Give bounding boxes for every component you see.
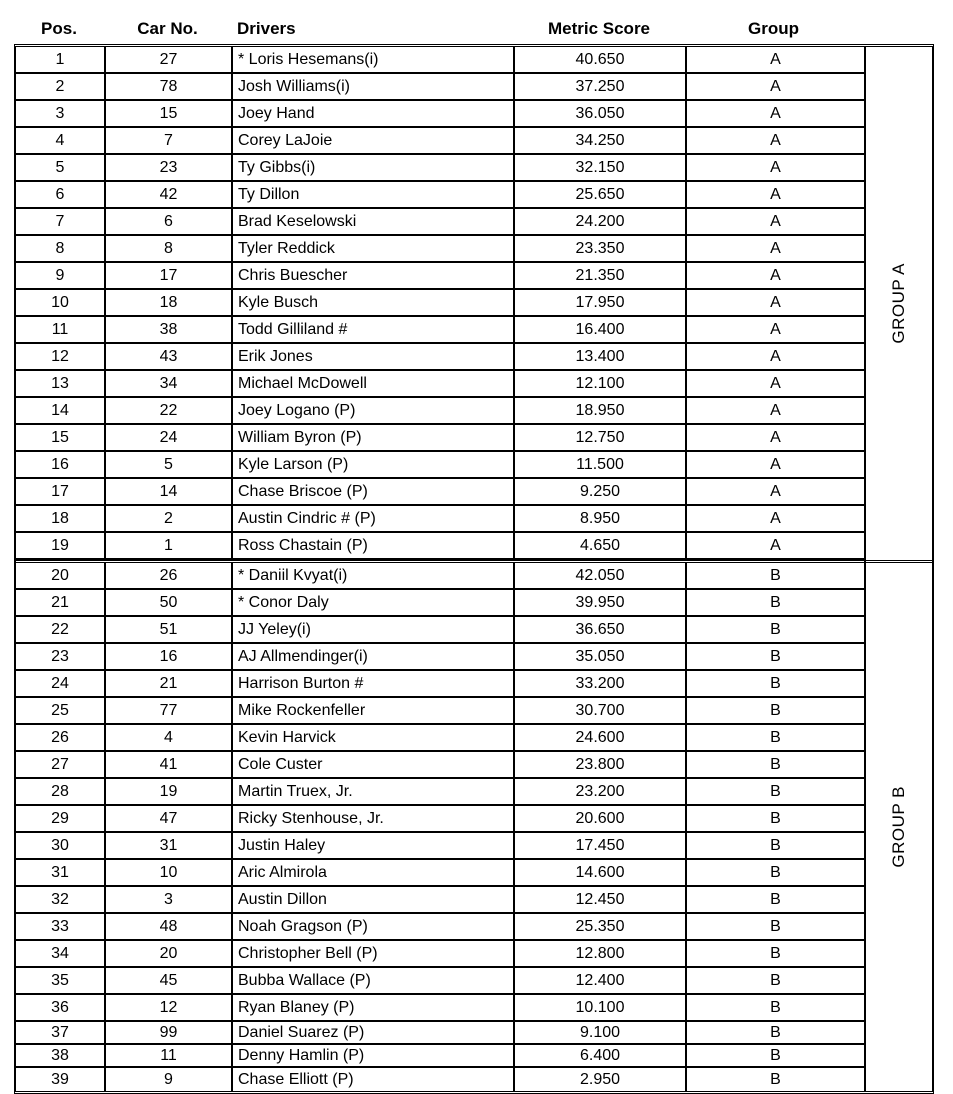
cell-position: 38 [16, 1045, 106, 1066]
cell-position: 24 [16, 671, 106, 696]
cell-driver-name: Mike Rockenfeller [233, 698, 515, 723]
cell-car-number: 31 [106, 833, 233, 858]
cell-group: B [770, 566, 781, 584]
cell-metric-score: 36.650 [515, 617, 687, 642]
cell-car-number: 24 [106, 425, 233, 450]
cell-group: B [770, 782, 781, 800]
cell-group: A [770, 185, 781, 203]
cell-driver-name: AJ Allmendinger(i) [233, 644, 515, 669]
group-tag-cell [866, 560, 932, 1091]
cell-car-number: 10 [106, 860, 233, 885]
cell-car-number: 1 [106, 533, 233, 558]
cell-position: 2 [16, 74, 106, 99]
cell-metric-score: 6.400 [515, 1045, 687, 1066]
cell-car-number: 23 [106, 155, 233, 180]
cell-group: A [770, 401, 781, 419]
cell-car-number: 11 [106, 1045, 233, 1066]
cell-driver-name: Aric Almirola [233, 860, 515, 885]
cell-group: B [770, 971, 781, 989]
cell-position: 22 [16, 617, 106, 642]
cell-group: A [770, 77, 781, 95]
cell-metric-score: 40.650 [515, 47, 687, 72]
cell-driver-name: * Loris Hesemans(i) [233, 47, 515, 72]
table-row[interactable] [16, 671, 864, 698]
cell-position: 11 [16, 317, 106, 342]
cell-driver-name: Martin Truex, Jr. [233, 779, 515, 804]
cell-driver-name: Ty Gibbs(i) [233, 155, 515, 180]
cell-car-number: 20 [106, 941, 233, 966]
cell-group: A [770, 347, 781, 365]
cell-group: A [770, 158, 781, 176]
cell-group: B [770, 728, 781, 746]
cell-position: 27 [16, 752, 106, 777]
cell-driver-name: Harrison Burton # [233, 671, 515, 696]
table-row[interactable] [16, 698, 864, 725]
cell-position: 32 [16, 887, 106, 912]
cell-metric-score: 23.350 [515, 236, 687, 261]
cell-position: 30 [16, 833, 106, 858]
cell-car-number: 14 [106, 479, 233, 504]
cell-position: 6 [16, 182, 106, 207]
cell-driver-name: Austin Cindric # (P) [233, 506, 515, 531]
cell-driver-name: JJ Yeley(i) [233, 617, 515, 642]
cell-position: 39 [16, 1068, 106, 1091]
table-row[interactable] [16, 182, 864, 209]
cell-position: 29 [16, 806, 106, 831]
cell-metric-score: 12.800 [515, 941, 687, 966]
cell-metric-score: 9.250 [515, 479, 687, 504]
cell-group: A [770, 266, 781, 284]
cell-car-number: 99 [106, 1022, 233, 1043]
table-row[interactable] [16, 779, 864, 806]
cell-group: B [770, 755, 781, 773]
cell-car-number: 17 [106, 263, 233, 288]
table-row[interactable] [16, 644, 864, 671]
cell-group: B [770, 1023, 781, 1041]
cell-driver-name: Cole Custer [233, 752, 515, 777]
table-row[interactable] [16, 155, 864, 182]
cell-group: A [770, 212, 781, 230]
cell-driver-name: Joey Logano (P) [233, 398, 515, 423]
cell-position: 35 [16, 968, 106, 993]
cell-metric-score: 25.350 [515, 914, 687, 939]
cell-metric-score: 42.050 [515, 563, 687, 588]
cell-position: 14 [16, 398, 106, 423]
cell-position: 36 [16, 995, 106, 1020]
cell-car-number: 51 [106, 617, 233, 642]
cell-car-number: 6 [106, 209, 233, 234]
cell-car-number: 41 [106, 752, 233, 777]
table-row[interactable] [16, 860, 864, 887]
cell-driver-name: Erik Jones [233, 344, 515, 369]
cell-group: B [770, 1046, 781, 1064]
table-row[interactable] [16, 101, 864, 128]
cell-driver-name: Austin Dillon [233, 887, 515, 912]
table-row[interactable] [16, 209, 864, 236]
cell-group: B [770, 998, 781, 1016]
cell-metric-score: 24.200 [515, 209, 687, 234]
table-row[interactable] [16, 479, 864, 506]
column-header-group: Group [748, 19, 799, 38]
cell-metric-score: 36.050 [515, 101, 687, 126]
cell-metric-score: 34.250 [515, 128, 687, 153]
cell-metric-score: 11.500 [515, 452, 687, 477]
cell-driver-name: Ty Dillon [233, 182, 515, 207]
table-row[interactable] [16, 371, 864, 398]
cell-group: A [770, 509, 781, 527]
cell-driver-name: Todd Gilliland # [233, 317, 515, 342]
cell-car-number: 47 [106, 806, 233, 831]
cell-position: 7 [16, 209, 106, 234]
cell-metric-score: 4.650 [515, 533, 687, 558]
table-row[interactable] [16, 290, 864, 317]
cell-driver-name: Josh Williams(i) [233, 74, 515, 99]
group-block [16, 47, 864, 560]
cell-metric-score: 9.100 [515, 1022, 687, 1043]
table-row[interactable] [16, 887, 864, 914]
cell-driver-name: Joey Hand [233, 101, 515, 126]
table-row[interactable] [16, 725, 864, 752]
cell-metric-score: 32.150 [515, 155, 687, 180]
cell-group: A [770, 320, 781, 338]
cell-metric-score: 25.650 [515, 182, 687, 207]
cell-car-number: 2 [106, 506, 233, 531]
cell-metric-score: 2.950 [515, 1068, 687, 1091]
cell-position: 13 [16, 371, 106, 396]
table-row[interactable] [16, 914, 864, 941]
cell-driver-name: * Conor Daly [233, 590, 515, 615]
cell-position: 33 [16, 914, 106, 939]
cell-car-number: 38 [106, 317, 233, 342]
cell-group: B [770, 701, 781, 719]
cell-position: 23 [16, 644, 106, 669]
cell-position: 25 [16, 698, 106, 723]
table-row[interactable] [16, 968, 864, 995]
cell-driver-name: Kevin Harvick [233, 725, 515, 750]
table-row[interactable] [16, 752, 864, 779]
table-row[interactable] [16, 452, 864, 479]
cell-group: B [770, 944, 781, 962]
table-body [16, 47, 864, 1091]
cell-metric-score: 35.050 [515, 644, 687, 669]
cell-group: A [770, 293, 781, 311]
table-header-row [14, 14, 934, 44]
cell-car-number: 4 [106, 725, 233, 750]
cell-group: A [770, 239, 781, 257]
cell-position: 4 [16, 128, 106, 153]
cell-position: 9 [16, 263, 106, 288]
cell-metric-score: 20.600 [515, 806, 687, 831]
column-header-metric-score: Metric Score [547, 19, 651, 38]
cell-car-number: 34 [106, 371, 233, 396]
table-row[interactable] [16, 533, 864, 560]
cell-driver-name: Ross Chastain (P) [233, 533, 515, 558]
table-row[interactable] [16, 344, 864, 371]
cell-metric-score: 17.950 [515, 290, 687, 315]
cell-car-number: 43 [106, 344, 233, 369]
table-row[interactable] [16, 317, 864, 344]
cell-car-number: 12 [106, 995, 233, 1020]
cell-metric-score: 13.400 [515, 344, 687, 369]
cell-driver-name: Brad Keselowski [233, 209, 515, 234]
cell-metric-score: 12.400 [515, 968, 687, 993]
cell-car-number: 5 [106, 452, 233, 477]
cell-metric-score: 30.700 [515, 698, 687, 723]
cell-group: B [770, 809, 781, 827]
table-row[interactable] [16, 563, 864, 590]
cell-car-number: 7 [106, 128, 233, 153]
cell-position: 16 [16, 452, 106, 477]
cell-car-number: 3 [106, 887, 233, 912]
cell-position: 12 [16, 344, 106, 369]
cell-driver-name: Noah Gragson (P) [233, 914, 515, 939]
table-row[interactable] [16, 425, 864, 452]
cell-metric-score: 8.950 [515, 506, 687, 531]
cell-group: B [770, 593, 781, 611]
cell-group: B [770, 890, 781, 908]
cell-metric-score: 14.600 [515, 860, 687, 885]
table-row[interactable] [16, 833, 864, 860]
cell-group: A [770, 455, 781, 473]
cell-metric-score: 37.250 [515, 74, 687, 99]
cell-metric-score: 23.800 [515, 752, 687, 777]
cell-group: B [770, 863, 781, 881]
cell-position: 10 [16, 290, 106, 315]
cell-group: A [770, 482, 781, 500]
column-header-pos: Pos. [41, 19, 77, 38]
cell-group: A [770, 536, 781, 554]
cell-car-number: 15 [106, 101, 233, 126]
cell-car-number: 8 [106, 236, 233, 261]
cell-metric-score: 10.100 [515, 995, 687, 1020]
cell-driver-name: Christopher Bell (P) [233, 941, 515, 966]
cell-driver-name: Chris Buescher [233, 263, 515, 288]
table-row[interactable] [16, 1045, 864, 1068]
cell-driver-name: Corey LaJoie [233, 128, 515, 153]
cell-metric-score: 18.950 [515, 398, 687, 423]
table-row[interactable] [16, 995, 864, 1022]
cell-car-number: 48 [106, 914, 233, 939]
results-table [14, 44, 934, 1094]
cell-driver-name: Denny Hamlin (P) [233, 1045, 515, 1066]
cell-position: 26 [16, 725, 106, 750]
cell-car-number: 22 [106, 398, 233, 423]
cell-car-number: 77 [106, 698, 233, 723]
cell-position: 15 [16, 425, 106, 450]
cell-metric-score: 12.750 [515, 425, 687, 450]
cell-metric-score: 24.600 [515, 725, 687, 750]
cell-car-number: 45 [106, 968, 233, 993]
cell-position: 21 [16, 590, 106, 615]
cell-driver-name: * Daniil Kvyat(i) [233, 563, 515, 588]
cell-car-number: 50 [106, 590, 233, 615]
cell-position: 17 [16, 479, 106, 504]
cell-driver-name: William Byron (P) [233, 425, 515, 450]
cell-position: 3 [16, 101, 106, 126]
cell-position: 18 [16, 506, 106, 531]
column-header-drivers: Drivers [237, 19, 296, 38]
cell-driver-name: Ryan Blaney (P) [233, 995, 515, 1020]
cell-driver-name: Kyle Larson (P) [233, 452, 515, 477]
cell-car-number: 42 [106, 182, 233, 207]
group-tag-label: GROUP A [889, 263, 908, 344]
table-row[interactable] [16, 617, 864, 644]
cell-position: 19 [16, 533, 106, 558]
group-tag-cell [866, 47, 932, 560]
cell-group: B [770, 1070, 781, 1088]
table-row[interactable] [16, 128, 864, 155]
table-row[interactable] [16, 806, 864, 833]
cell-group: B [770, 674, 781, 692]
cell-car-number: 26 [106, 563, 233, 588]
cell-car-number: 9 [106, 1068, 233, 1091]
cell-position: 5 [16, 155, 106, 180]
cell-metric-score: 17.450 [515, 833, 687, 858]
cell-group: B [770, 620, 781, 638]
cell-car-number: 21 [106, 671, 233, 696]
cell-group: A [770, 50, 781, 68]
cell-group: A [770, 131, 781, 149]
cell-metric-score: 12.100 [515, 371, 687, 396]
cell-group: B [770, 836, 781, 854]
group-tag-label: GROUP B [889, 786, 908, 868]
cell-metric-score: 23.200 [515, 779, 687, 804]
table-row[interactable] [16, 236, 864, 263]
cell-group: B [770, 917, 781, 935]
cell-position: 37 [16, 1022, 106, 1043]
cell-group: A [770, 104, 781, 122]
cell-position: 31 [16, 860, 106, 885]
cell-driver-name: Daniel Suarez (P) [233, 1022, 515, 1043]
cell-metric-score: 16.400 [515, 317, 687, 342]
cell-driver-name: Michael McDowell [233, 371, 515, 396]
cell-group: B [770, 647, 781, 665]
cell-metric-score: 39.950 [515, 590, 687, 615]
cell-driver-name: Ricky Stenhouse, Jr. [233, 806, 515, 831]
table-row[interactable] [16, 941, 864, 968]
cell-driver-name: Kyle Busch [233, 290, 515, 315]
cell-metric-score: 21.350 [515, 263, 687, 288]
cell-car-number: 27 [106, 47, 233, 72]
cell-metric-score: 33.200 [515, 671, 687, 696]
table-row[interactable] [16, 1068, 864, 1091]
cell-position: 34 [16, 941, 106, 966]
table-row[interactable] [16, 506, 864, 533]
cell-car-number: 18 [106, 290, 233, 315]
column-header-car-no: Car No. [137, 19, 198, 38]
table-row[interactable] [16, 398, 864, 425]
cell-metric-score: 12.450 [515, 887, 687, 912]
cell-driver-name: Chase Elliott (P) [233, 1068, 515, 1091]
cell-group: A [770, 374, 781, 392]
group-block [16, 560, 864, 1091]
table-row[interactable] [16, 74, 864, 101]
cell-car-number: 16 [106, 644, 233, 669]
cell-driver-name: Tyler Reddick [233, 236, 515, 261]
cell-position: 28 [16, 779, 106, 804]
table-row[interactable] [16, 1022, 864, 1045]
cell-driver-name: Chase Briscoe (P) [233, 479, 515, 504]
table-row[interactable] [16, 263, 864, 290]
cell-car-number: 19 [106, 779, 233, 804]
cell-position: 1 [16, 47, 106, 72]
table-row[interactable] [16, 590, 864, 617]
cell-car-number: 78 [106, 74, 233, 99]
cell-group: A [770, 428, 781, 446]
cell-driver-name: Bubba Wallace (P) [233, 968, 515, 993]
cell-driver-name: Justin Haley [233, 833, 515, 858]
cell-position: 8 [16, 236, 106, 261]
group-tag-column [864, 47, 932, 1091]
table-row[interactable] [16, 47, 864, 74]
cell-position: 20 [16, 563, 106, 588]
